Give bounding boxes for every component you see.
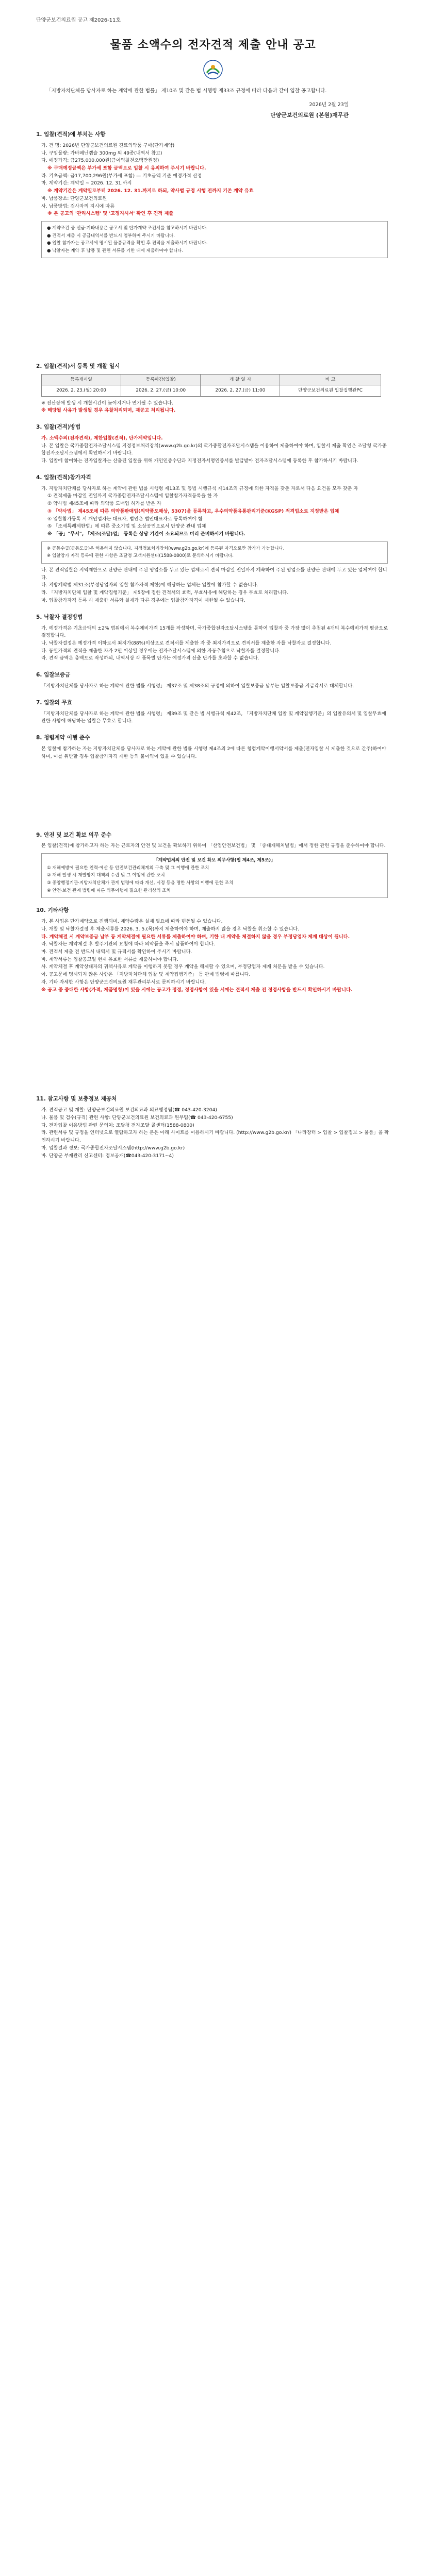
s4-row: 나. 본 견적입찰은 지역제한으로 단양군 관내에 주된 영업소를 두고 있는 업체로서 견적 마감일 전일까지 계속하여 주된 영업소를 단양군 관내에 두고 있는 업체여야 합니다. [41, 567, 387, 581]
table-cell: 단양군보건의료원 입찰집행관PC [280, 385, 381, 396]
s1-row: 가. 건 명: 2026년 단양군보건의료원 진료의약품 구매(단가계약) [41, 142, 175, 148]
table-header: 등록마감(입찰) [121, 375, 201, 385]
section-1 [36, 130, 390, 259]
county-logo-icon [203, 59, 223, 80]
note-line: ● 낙찰자는 계약 후 납품 및 관련 서류를 기한 내에 제출하여야 합니다. [47, 248, 184, 253]
section-2 [36, 362, 390, 415]
table-header: 비 고 [280, 375, 381, 385]
s1-row: 사. 납품방법: 검사자의 지시에 따름 [41, 203, 114, 209]
s9-box [41, 853, 388, 898]
note-line: ● 견적서 제출 시 공급내역서를 반드시 첨부하여 주시기 바랍니다. [47, 233, 175, 239]
s8-text: 본 입찰에 참가하는 자는 지방자치단체를 당사자로 하는 계약에 관한 법률 시행령 제4조의 2에 따른 청렴계약이행서약서를 제출(전자입찰 시 제출한 것으로 간주)하여야 하며, 이를 위반할 경우 입찰참가자격 제한 등의 불이익이 있을 수 있습니다. [41, 746, 386, 759]
s5-row: 다. 동일가격의 견적을 제출한 자가 2인 이상일 경우에는 전자조달시스템에 의한 자동추첨으로 낙찰자를 결정합니다. [41, 648, 281, 654]
s10-row: 나. 개찰 및 낙찰자결정 후 제출서류를 2026. 3. 5.(목)까지 제출하여야 하며, 제출하지 않을 경우 낙찰을 취소할 수 있습니다. [41, 926, 299, 932]
table-cell: 2026. 2. 27.(금) 11:00 [201, 385, 280, 396]
blank-space [36, 261, 390, 354]
s3-row: 나. 본 입찰은 국가종합전자조달시스템 지정정보처리장치(www.g2b.go.kr)의 국가종합전자조달시스템을 이용하여 제출하여야 하며, 입찰서 제출 확인은 조달청 국가종합전자조달시스템에서 확인하시기 바랍니다. [41, 443, 387, 456]
s11-row: 바. 단양군 부재관리 신고센터: 정보공개(☎043-420-3171~4) [41, 1153, 174, 1159]
section-9 [36, 831, 390, 899]
box-line: ② 재해 발생 시 재발방지 대책의 수립 및 그 이행에 관한 조치 [47, 873, 165, 878]
box-line: ※ 입찰참가 자격 등록에 관한 사항은 조달청 고객지원센터(1588-0800)로 문의하시기 바랍니다. [47, 553, 234, 559]
s2-note: ※ 전산장애 발생 시 개찰시간이 늦어지거나 연기될 수 있습니다. [41, 400, 173, 406]
s7-text: 「지방자치단체를 당사자로 하는 계약에 관한 법률 시행령」 제39조 및 같은 법 시행규칙 제42조, 「지방자치단체 입찰 및 계약집행기준」의 입찰유의서 및 입찰무효에 관한 사항에 해당하는 입찰은 무효로 합니다. [41, 710, 386, 724]
section-title: 4. 입찰(견적)참가자격 [36, 474, 91, 481]
s10-row: 바. 계약서류는 입찰공고일 현재 유효한 서류를 제출하여야 합니다. [41, 956, 178, 962]
s4-row: ※ 「공」"무서", 「제조(조달)업」 등록은 상당 기간이 소요되므로 미리 준비하시기 바랍니다. [47, 531, 245, 537]
box-line: ① 재해예방에 필요한 인력·예산 등 안전보건관리체계의 구축 및 그 이행에 관한 조치 [47, 865, 209, 871]
section-title: 10. 기타사항 [36, 907, 69, 914]
note-line: ● 입찰 참가자는 공고서에 명시된 물품규격을 확인 후 견적을 제출하시기 바랍니다. [47, 241, 208, 246]
s4-row: ② 약사법 제45조에 따라 의약품 도매업 허가를 받은 자 [47, 501, 161, 507]
s1-row: 다. 예정가격: 금275,000,000원(금이억칠천오백만원정) [41, 158, 159, 164]
s11-row: 마. 입찰결과 정보: 국가종합전자조달시스템(http://www.g2b.go.kr) [41, 1145, 185, 1151]
box-line: ④ 안전·보건 관계 법령에 따른 의무이행에 필요한 관리상의 조치 [47, 888, 171, 893]
section-6 [36, 671, 390, 690]
s11-row: 가. 견적공고 및 개찰: 단양군보건의료원 보건의료과 의료행정팀(☎ 043-420-3204) [41, 1107, 217, 1113]
section-10 [36, 906, 390, 994]
section-title: 1. 입찰(견적)에 부치는 사항 [36, 131, 106, 138]
s1-note: ※ 본 공고의 '관리시스템' 및 '고정지시서' 확인 후 견적 제출 [47, 211, 174, 217]
s1-row: 마. 계약기간: 계약일 ~ 2026. 12. 31.까지 [41, 180, 132, 187]
section-title: 6. 입찰보증금 [36, 672, 71, 679]
section-title: 11. 참고사항 및 보충정보 제공처 [36, 1096, 117, 1103]
s1-row: 라. 기초금액: 금17,700,296원(부가세 포함) — 기초금액 기준 예정가격 산정 [41, 173, 202, 179]
table-row [42, 385, 381, 396]
blank-space [36, 994, 390, 1087]
s4-row: ⑤ 「조세특례제한법」에 따른 중소기업 및 소상공인으로서 단양군 관내 업체 [47, 523, 206, 530]
blank-space [36, 761, 390, 823]
s3-row: 가. 소액수의(전자견적), 제한입찰(견적), 단가계약입니다. [41, 435, 163, 441]
s4-row: 가. 지방자치단체를 당사자로 하는 계약에 관한 법률 시행령 제13조 및 동법 시행규칙 제14조의 규정에 의한 자격을 갖춘 자로서 다음 요건을 모두 갖춘 자 [41, 485, 358, 492]
s11-row: 라. 관련서류 및 규정을 인터넷으로 열람하고자 하는 분은 아래 사이트를 이용하시기 바랍니다. (http://www.g2b.go.kr/) 「나라장터 > 입찰 > 입찰정보 > 물품」을 확인하시기 바랍니다. [41, 1130, 389, 1144]
s1-row: 나. 구입물량: 가바페닌캡슐 300mg 외 49종(내역서 참고) [41, 150, 162, 156]
notice-date: 2026년 2월 23일 [309, 101, 349, 108]
section-8 [36, 734, 390, 760]
table-cell: 2026. 2. 27.(금) 10:00 [121, 385, 201, 396]
s5-row: 가. 예정가격은 기초금액의 ±2% 범위에서 복수예비가격 15개를 작성하며, 국가종합전자조달시스템을 통하여 입찰자 중 가장 많이 추첨된 4개의 복수예비가격 평균으로 결정합니다. [41, 625, 388, 639]
s6-text: 「지방자치단체를 당사자로 하는 계약에 관한 법률 시행령」 제37조 및 제38조의 규정에 의하여 입찰보증금 납부는 입찰보증금 지급각서로 대체합니다. [41, 683, 354, 689]
s10-highlight: ※ 공고 중 중대한 사항(가격, 제품명칭)이 있을 시에는 공고가 정정, 정정사항이 있을 시에는 견적서 제출 전 정정사항을 반드시 확인하시기 바랍니다. [41, 987, 353, 993]
section-title: 2. 입찰(견적)서 등록 및 개찰 일시 [36, 363, 120, 370]
s1-row: 바. 납품장소: 단양군보건의료원 [41, 195, 107, 201]
logo [36, 59, 390, 80]
s4-row: ① 견적제출 마감일 전일까지 국가종합전자조달시스템에 입찰참가자격등록을 한 자 [47, 493, 218, 499]
s4-box [41, 541, 388, 564]
section-title: 3. 입찰(견적)방법 [36, 423, 81, 430]
issuer: 단양군보건의료원 (본원)재무관 [270, 112, 349, 119]
table-cell: 2026. 2. 23.(월) 20:00 [42, 385, 121, 396]
notice-number: 단양군보건의료원 공고 제2026-11호 [36, 18, 121, 23]
s1-note: ※ 계약기간은 계약일로부터 2026. 12. 31.까지로 하되, 약사법 규정 시행 전까지 기존 계약 유효 [47, 188, 254, 194]
section-3 [36, 423, 390, 465]
s10-row: 마. 견적서 제출 전 반드시 내역서 및 규격서를 확인하여 주시기 바랍니다. [41, 949, 192, 955]
table-header: 등록개시일 [42, 375, 121, 385]
box-line: ③ 중앙행정기관·지방자치단체가 관계 법령에 따라 개선, 시정 등을 명한 사항의 이행에 관한 조치 [47, 880, 234, 886]
s2-note: ※ 해당될 사유가 발생될 경우 유찰처리되며, 재공고 처리됩니다. [41, 408, 176, 414]
s10-row: 아. 공고문에 명시되지 않은 사항은 「지방자치단체 입찰 및 계약집행기준」 등 관계 법령에 따릅니다. [41, 972, 251, 978]
box-title: 「계약업체의 안전 및 보건 확보 의무사항(법 제4조, 제5조)」 [154, 858, 275, 863]
table-header: 개 찰 일 자 [201, 375, 280, 385]
s4-row: ③ 「약사법」 제45조에 따른 의약품판매업(의약품도매상, 5307)을 등록하고, 우수의약품유통관리기준(KGSP) 적격업소로 지정받은 업체 [47, 508, 339, 514]
s10-row: 자. 기타 자세한 사항은 단양군보건의료원 재무관리부서로 문의하시기 바랍니다. [41, 979, 206, 985]
s5-row: 나. 낙찰자결정은 예정가격 이하로서 최저가(88%)이상으로 견적서를 제출한 자 중 최저가격으로 견적서를 제출한 자를 낙찰자로 결정합니다. [41, 640, 332, 646]
s10-row: 다. 계약체결 시 계약보증금 납부 등 계약체결에 필요한 서류를 제출하여야 하며, 기한 내 계약을 체결하지 않을 경우 부정당업자 제재 대상이 됩니다. [41, 934, 350, 940]
section-11 [36, 1095, 390, 1160]
s10-row: 라. 낙찰자는 계약체결 후 발주기관의 요청에 따라 의약품을 즉시 납품하여야 합니다. [41, 941, 215, 947]
section-title: 8. 청렴계약 이행 준수 [36, 735, 90, 741]
section-title: 7. 입찰의 무효 [36, 699, 72, 706]
box-line: ※ 공동수급(공동도급)은 허용하지 않습니다. 지정정보처리장치(www.g2b.go.kr)에 등록된 자격으로만 참가가 가능합니다. [47, 546, 285, 551]
s1-notes-box [41, 221, 388, 258]
page-title: 물품 소액수의 전자견적 제출 안내 공고 [110, 39, 316, 52]
s3-row: 다. 입찰에 참여하는 전자입찰자는 산출된 입찰을 위해 개인인증수단과 지정전자서명인증서를 발급받아 전자조달시스템에 등록한 후 참가하시기 바랍니다. [41, 458, 358, 464]
s10-row: 가. 본 사업은 단가계약으로 진행되며, 계약수량은 실제 필요에 따라 변동될 수 있습니다. [41, 919, 223, 925]
s11-row: 나. 물품 및 검수(규격) 관련 사항: 단양군보건의료원 보건의료과 원무팀(☎ 043-420-6755) [41, 1114, 233, 1121]
section-5 [36, 613, 390, 663]
intro-text: 「지방자치단체를 당사자로 하는 계약에 관한 법률」 제10조 및 같은 법 시행령 제33조 규정에 따라 다음과 같이 입찰 공고합니다. [46, 88, 327, 94]
section-title: 5. 낙찰자 결정방법 [36, 614, 83, 620]
s9-text: 본 입찰(견적)에 참가하고자 하는 자는 근로자의 안전 및 보건을 확보하기 위하여 「산업안전보건법」 및 「중대재해처벌법」에서 정한 관련 규정을 준수하여야 합니다. [41, 843, 386, 849]
s4-row: 라. 「지방자치단체 입찰 및 계약집행기준」 제5장에 정한 견적서의 효력, 무효사유에 해당하는 경우 무효로 처리합니다. [41, 590, 289, 596]
section-title: 9. 안전 및 보건 확보 의무 준수 [36, 832, 112, 838]
s11-row: 다. 전자입찰 이용방법 관련 문의처: 조달청 전자조달 콜센터(1588-0800) [41, 1122, 194, 1128]
section-4 [36, 473, 390, 605]
s10-row: 사. 계약체결 후 계약상대자의 귀책사유로 계약을 이행하지 못할 경우 계약을 해제할 수 있으며, 부정당업자 제재 처분을 받을 수 있습니다. [41, 964, 325, 970]
note-line: ● 계약조건 중 선금·기타내용은 공고서 및 단가계약 조건서를 참고하시기 바랍니다. [47, 226, 208, 231]
s5-row: 라. 견적 금액은 총액으로 작성하되, 내역서상 각 품목별 단가는 예정가격 산출 단가를 초과할 수 없습니다. [41, 655, 259, 662]
section-7 [36, 699, 390, 725]
s4-row: ④ 입찰참가등록 시 개인업자는 대표자, 법인은 법인대표자로 등록하여야 함 [47, 516, 203, 522]
s4-row: 다. 지방계약법 제31조(부정당업자의 입찰 참가자격 제한)에 해당하는 업체는 입찰에 참가할 수 없습니다. [41, 582, 258, 588]
s4-row: 마. 입찰참가자격 등록 시 제출한 서류와 실제가 다른 경우에는 입찰참가자격이 제한될 수 있습니다. [41, 597, 245, 603]
s1-note: ※ 구매예정금액은 부가세 포함 금액으로 입찰 시 유의하여 주시기 바랍니다. [47, 165, 206, 171]
schedule-table [41, 374, 381, 396]
